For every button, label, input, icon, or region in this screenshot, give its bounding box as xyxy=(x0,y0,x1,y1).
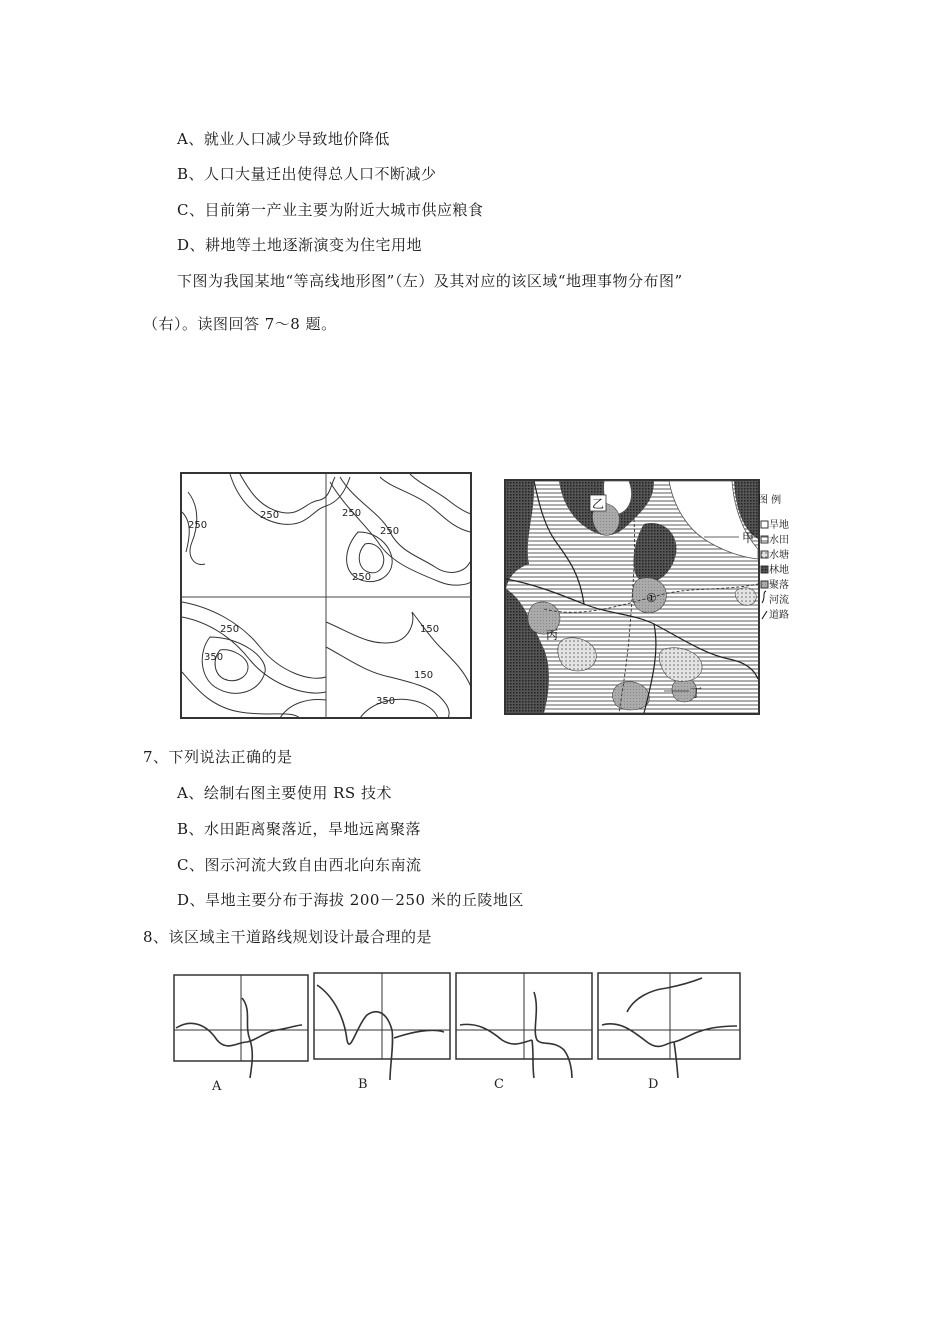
contour-label-5: 250 xyxy=(188,520,208,531)
land-use-map xyxy=(504,479,789,715)
contour-label-6: 150 xyxy=(420,624,440,635)
q7-option-b: B、水田距离聚落近，旱地远离聚落 xyxy=(177,820,422,838)
center-marker: ① xyxy=(646,591,657,605)
road-option-d xyxy=(598,973,740,1078)
legend-paddy: 水田 xyxy=(769,535,789,546)
contour-label-7: 250 xyxy=(220,624,240,635)
contour-label-2: 250 xyxy=(342,508,362,519)
road-options-figure xyxy=(172,970,744,1092)
contour-map xyxy=(180,472,472,719)
legend-road: 道路 xyxy=(769,610,789,621)
contour-label-8: 350 xyxy=(204,652,224,663)
q6-option-a: A、就业人口减少导致地价降低 xyxy=(177,130,390,148)
contour-label-9: 150 xyxy=(414,670,434,681)
road-option-label-a: A xyxy=(212,1079,222,1094)
place-label-ding: 丁 xyxy=(690,686,703,700)
legend-pond: 水塘 xyxy=(769,550,789,561)
legend-forest: 林地 xyxy=(769,565,789,576)
road-option-a xyxy=(174,975,308,1078)
q6-option-c: C、目前第一产业主要为附近大城市供应粮食 xyxy=(177,201,484,219)
q7-stem: 7、下列说法正确的是 xyxy=(143,748,293,766)
road-option-label-c: C xyxy=(494,1077,504,1092)
legend-title: 图 例 xyxy=(758,495,782,506)
road-option-b xyxy=(314,973,450,1080)
contour-label-10: 350 xyxy=(376,696,396,707)
legend-river: 河流 xyxy=(769,595,789,606)
road-option-label-d: D xyxy=(648,1077,659,1092)
place-label-bing: 丙 xyxy=(546,628,559,642)
intro-line-1: 下图为我国某地“等高线地形图”（左）及其对应的该区域“地理事物分布图” xyxy=(177,272,683,290)
q8-stem: 8、该区域主干道路线规划设计最合理的是 xyxy=(143,928,433,946)
legend-dry-land: 旱地 xyxy=(769,520,789,531)
q7-option-d: D、旱地主要分布于海拔 200－250 米的丘陵地区 xyxy=(177,891,524,909)
contour-label-4: 250 xyxy=(352,572,372,583)
q6-option-d: D、耕地等土地逐渐演变为住宅用地 xyxy=(177,236,423,254)
q7-option-c: C、图示河流大致自由西北向东南流 xyxy=(177,856,422,874)
map-legend xyxy=(758,493,789,621)
road-option-c xyxy=(456,973,592,1078)
road-option-label-b: B xyxy=(358,1077,368,1092)
intro-line-2: （右）。读图回答 7～8 题。 xyxy=(143,315,337,333)
contour-label-3: 250 xyxy=(380,526,400,537)
contour-label-1: 250 xyxy=(260,510,280,521)
legend-settlement: 聚落 xyxy=(769,580,789,591)
place-label-jia: 甲 xyxy=(742,531,755,545)
place-label-yi: 乙 xyxy=(592,497,605,511)
q7-option-a: A、绘制右图主要使用 RS 技术 xyxy=(177,784,392,802)
q6-option-b: B、人口大量迁出使得总人口不断减少 xyxy=(177,165,437,183)
